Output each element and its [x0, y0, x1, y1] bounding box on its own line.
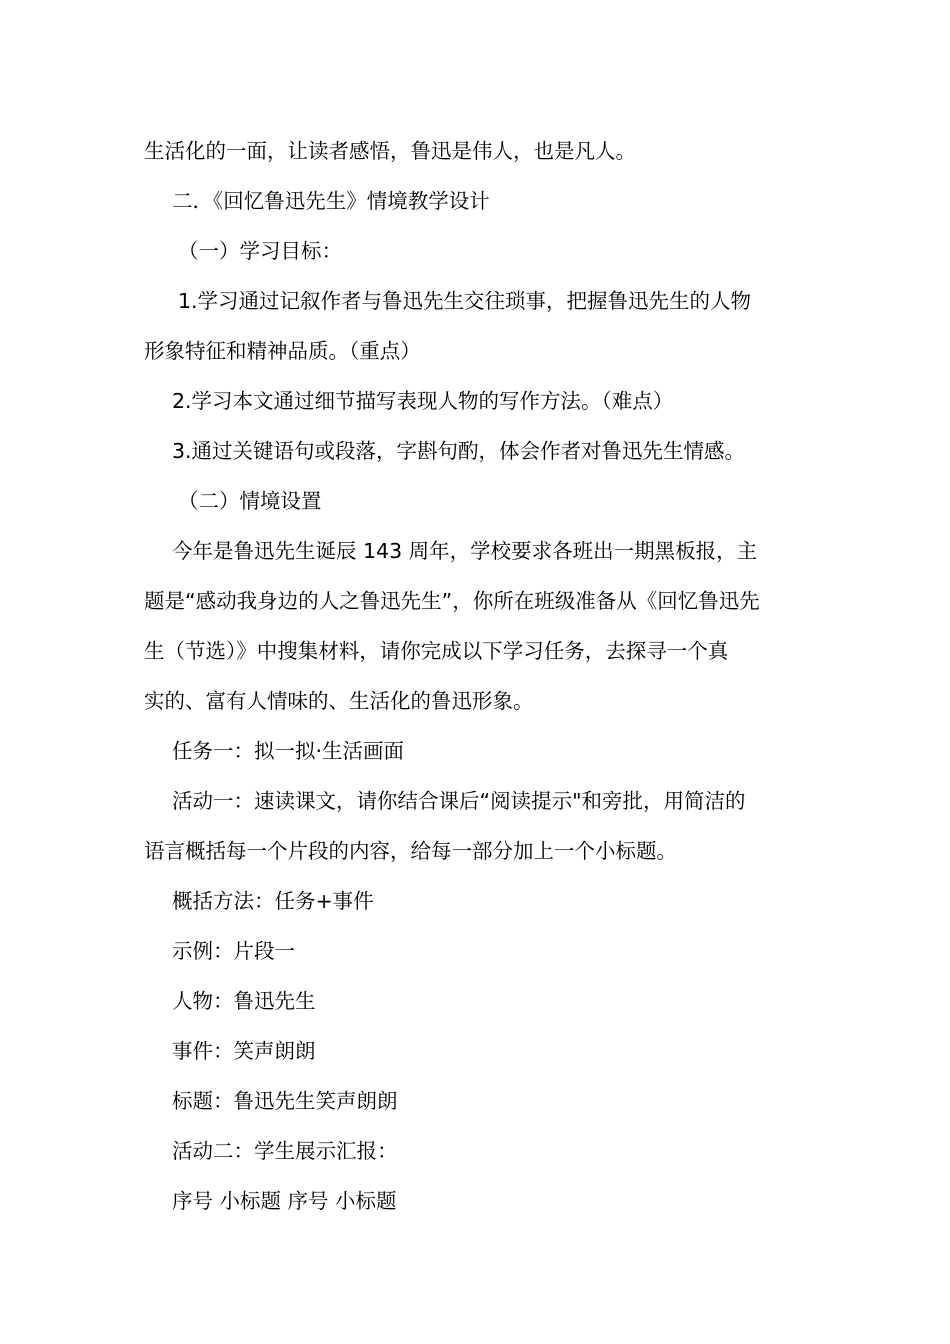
title-line: 标题：鲁迅先生笑声朗朗: [172, 1089, 398, 1113]
table-header-line: 序号 小标题 序号 小标题: [172, 1189, 397, 1213]
objective-2: 2.学习本文通过细节描写表现人物的写作方法。（难点）: [172, 389, 674, 413]
event-line: 事件：笑声朗朗: [172, 1039, 316, 1063]
document-body: [144, 126, 808, 1226]
example-line: 示例：片段一: [172, 939, 295, 963]
task-1-heading: 任务一：拟一拟·生活画面: [172, 739, 405, 763]
activity-1-line-2: 语言概括每一个片段的内容，给每一部分加上一个小标题。: [144, 839, 677, 863]
objective-3: 3.通过关键语句或段落，字斟句酌，体会作者对鲁迅先生情感。: [172, 439, 746, 463]
objective-1-line-1: 1.学习通过记叙作者与鲁迅先生交往琐事，把握鲁迅先生的人物: [178, 289, 752, 313]
scenario-line-4: 实的、富有人情味的、生活化的鲁迅形象。: [144, 689, 534, 713]
section-heading: 二．《回忆鲁迅先生》情境教学设计: [172, 189, 490, 213]
method-line: 概括方法：任务+事件: [172, 889, 374, 913]
subsection-heading-objectives: （一）学习目标：: [178, 239, 342, 263]
activity-1-line-1: 活动一：速读课文，请你结合课后“阅读提示"和旁批，用简洁的: [172, 789, 746, 813]
activity-2-heading: 活动二：学生展示汇报：: [172, 1139, 398, 1163]
scenario-line-2: 题是“感动我身边的人之鲁迅先生”，你所在班级准备从《回忆鲁迅先: [144, 589, 760, 613]
subsection-heading-scenario: （二）情境设置: [178, 489, 322, 513]
paragraph-continuation: 生活化的一面，让读者感悟，鲁迅是伟人，也是凡人。: [144, 139, 636, 163]
scenario-line-1: 今年是鲁迅先生诞辰 143 周年，学校要求各班出一期黑板报，主: [172, 539, 758, 563]
person-line: 人物：鲁迅先生: [172, 989, 316, 1013]
scenario-line-3: 生（节选）》中搜集材料，请你完成以下学习任务，去探寻一个真: [144, 639, 729, 663]
objective-1-line-2: 形象特征和精神品质。（重点）: [144, 339, 421, 363]
